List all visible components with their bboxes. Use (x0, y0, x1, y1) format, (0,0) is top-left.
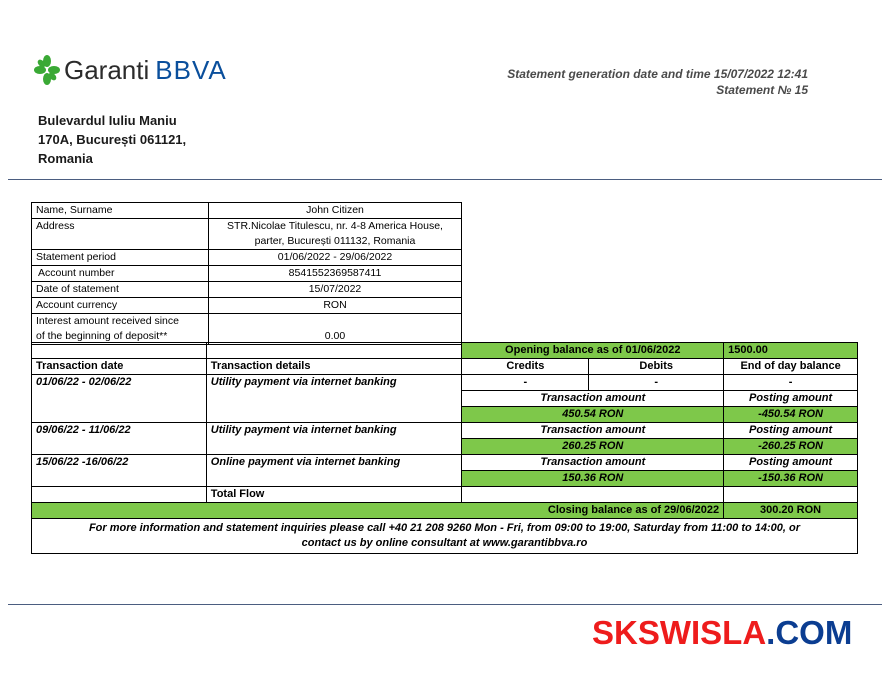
statement-date-label: Date of statement (32, 282, 209, 298)
header-details: Transaction details (206, 359, 462, 375)
info-row (32, 250, 462, 266)
header-row (32, 359, 858, 375)
closing-balance-row (32, 503, 858, 519)
logo-garanti: Garanti (64, 54, 150, 85)
empty-cell (32, 343, 207, 359)
opening-balance-value: 1500.00 (724, 343, 858, 359)
interest-value: 0.00 (209, 314, 462, 345)
clover-logo-icon (34, 54, 60, 86)
address-value-line2: parter, București 011132, Romania (254, 235, 416, 247)
info-row (32, 282, 462, 298)
interest-label (32, 314, 209, 345)
bank-address-line3: Romania (38, 151, 93, 166)
transaction-details: Utility payment via internet banking (206, 423, 462, 455)
currency-value: RON (209, 298, 462, 314)
account-info-table (31, 202, 462, 345)
bank-address (38, 111, 186, 168)
closing-balance-value: 300.20 RON (724, 503, 858, 519)
name-value: John Citizen (209, 203, 462, 219)
closing-balance-label: Closing balance as of 29/06/2022 (32, 503, 724, 519)
bank-address-line1: Bulevardul Iuliu Maniu (38, 113, 177, 128)
currency-label: Account currency (32, 298, 209, 314)
posting-amount-label: Posting amount (724, 391, 858, 407)
logo-wordmark (64, 55, 227, 86)
transaction-amount-label: Transaction amount (462, 391, 724, 407)
contact-footer-line1: For more information and statement inquiries please call +40 21 208 9260 Mon - Fri, from 09:00 to 19:00, Saturday from 11:00 to 14:00, or (88, 522, 801, 534)
generation-datetime: Statement generation date and time 15/07/2022 12:41 (507, 67, 808, 81)
transaction-date: 15/06/22 -16/06/22 (32, 455, 207, 487)
transaction-amount-value: 150.36 RON (462, 471, 724, 487)
bank-logo (34, 54, 227, 86)
eod-value: - (724, 375, 858, 391)
watermark-text: SKSWISLA (592, 614, 767, 651)
transaction-details: Utility payment via internet banking (206, 375, 462, 423)
info-row (32, 203, 462, 219)
header-eod: End of day balance (724, 359, 858, 375)
info-row (32, 314, 462, 345)
header-debits: Debits (589, 359, 724, 375)
period-label: Statement period (32, 250, 209, 266)
total-flow-label: Total Flow (206, 487, 462, 503)
empty-cell (724, 487, 858, 503)
info-row (32, 298, 462, 314)
credits-value: - (462, 375, 589, 391)
posting-amount-label: Posting amount (724, 455, 858, 471)
interest-label-line2: of the beginning of deposit** (36, 330, 168, 342)
info-row (32, 219, 462, 250)
name-label: Name, Surname (32, 203, 209, 219)
period-value: 01/06/2022 - 29/06/2022 (209, 250, 462, 266)
opening-balance-row (32, 343, 858, 359)
address-label: Address (32, 219, 209, 250)
address-value (209, 219, 462, 250)
transaction-amount-value: 450.54 RON (462, 407, 724, 423)
logo-bbva: BBVA (155, 54, 227, 85)
transactions-table (31, 342, 858, 554)
bank-address-line2: 170A, București 061121, (38, 132, 187, 147)
posting-amount-value: -260.25 RON (724, 439, 858, 455)
contact-footer (32, 519, 858, 554)
account-number-label: Account number (32, 266, 209, 282)
transaction-date: 01/06/22 - 02/06/22 (32, 375, 207, 423)
statement-date-value: 15/07/2022 (209, 282, 462, 298)
empty-cell (206, 343, 462, 359)
table-row (32, 455, 858, 471)
address-value-line1: STR.Nicolae Titulescu, nr. 4-8 America House, (227, 220, 443, 232)
transaction-details: Online payment via internet banking (206, 455, 462, 487)
posting-amount-value: -450.54 RON (724, 407, 858, 423)
empty-cell (462, 487, 724, 503)
contact-footer-line2: contact us by online consultant at www.garantibbva.ro (301, 537, 588, 549)
table-row (32, 375, 858, 391)
transaction-amount-label: Transaction amount (462, 423, 724, 439)
statement-meta (507, 66, 808, 98)
opening-balance-label: Opening balance as of 01/06/2022 (462, 343, 724, 359)
header-credits: Credits (462, 359, 589, 375)
top-divider (8, 179, 882, 180)
info-row (32, 266, 462, 282)
empty-cell (32, 487, 207, 503)
transaction-date: 09/06/22 - 11/06/22 (32, 423, 207, 455)
statement-number: Statement № 15 (716, 83, 808, 97)
posting-amount-value: -150.36 RON (724, 471, 858, 487)
header-date: Transaction date (32, 359, 207, 375)
table-row (32, 423, 858, 439)
transaction-amount-value: 260.25 RON (462, 439, 724, 455)
bottom-divider (8, 604, 882, 605)
posting-amount-label: Posting amount (724, 423, 858, 439)
watermark-suffix: .COM (766, 614, 853, 651)
watermark (592, 614, 852, 652)
transaction-amount-label: Transaction amount (462, 455, 724, 471)
account-number-value: 8541552369587411 (209, 266, 462, 282)
interest-label-line1: Interest amount received since (36, 315, 179, 327)
footer-row (32, 519, 858, 554)
total-flow-row (32, 487, 858, 503)
debits-value: - (589, 375, 724, 391)
